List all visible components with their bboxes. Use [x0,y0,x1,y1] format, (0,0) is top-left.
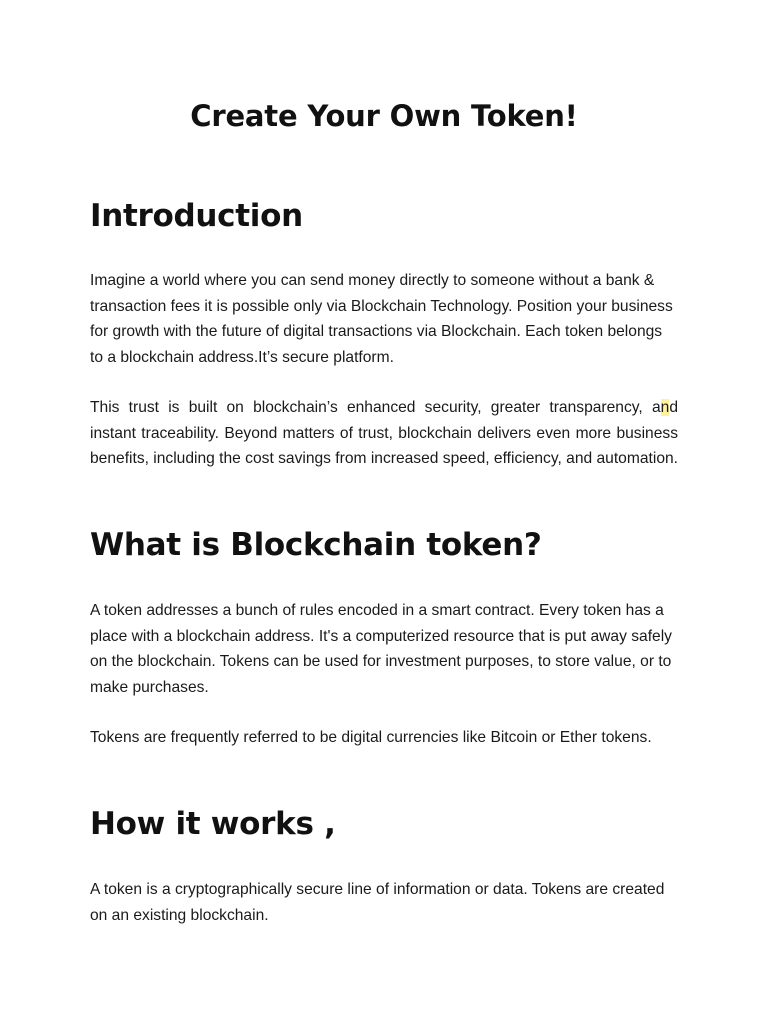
intro-paragraph-2-text-b: d instant traceability. Beyond matters of trust, blockchain delivers even more business benefits, including the cost savings from increased speed, efficiency, and automation. [90,399,678,467]
how-paragraph-1: A token is a cryptographically secure line of information or data. Tokens are created on an existing blockchain. [90,881,665,924]
section-heading-how-it-works: How it works , [90,806,336,842]
intro-paragraph-2-text-a: This trust is built on blockchain’s enhanced security, greater transparency, a [90,399,661,416]
token-paragraph-1: A token addresses a bunch of rules encoded in a smart contract. Every token has a place with a blockchain address. It's a computerized resource that is put away safely on the blockchain. Tokens can be used for investment purposes, to store value, or to make purchases. [90,602,672,696]
intro-paragraph-1: Imagine a world where you can send money directly to someone without a bank & transaction fees it is possible only via Blockchain Technology. Position your business for growth with the future of digital transactions via Blockchain. Each token belongs to a blockchain address.It’s secure platform. [90,272,673,366]
token-paragraph-2: Tokens are frequently referred to be digital currencies like Bitcoin or Ether tokens. [90,729,652,746]
section-heading-what-is-token: What is Blockchain token? [90,527,542,563]
section-heading-introduction: Introduction [90,198,303,234]
page-title: Create Your Own Token! [190,99,578,133]
intro-paragraph-2 [90,395,678,472]
highlighted-text: n [660,399,670,416]
